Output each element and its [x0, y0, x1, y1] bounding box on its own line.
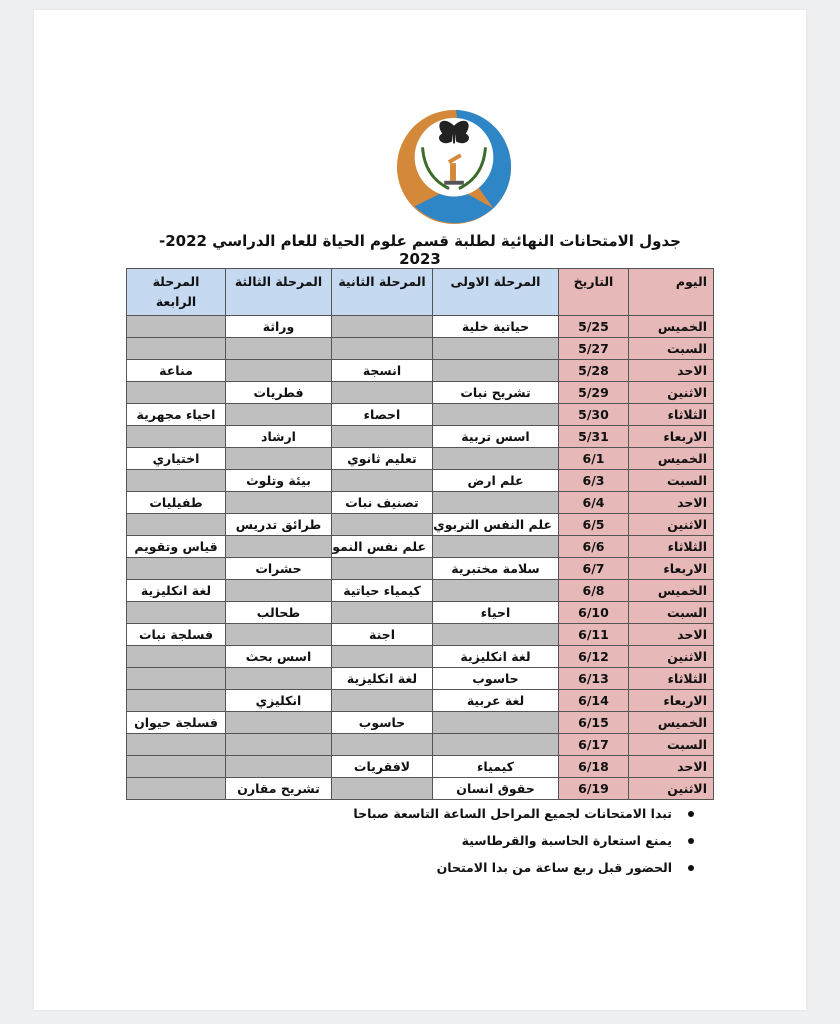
day-cell: الخميس [629, 712, 714, 734]
day-cell: الاثنين [629, 646, 714, 668]
stage4-cell: لغة انكليزية [127, 580, 226, 602]
date-cell: 6/8 [559, 580, 629, 602]
stage4-cell [127, 338, 226, 360]
stage2-cell: احصاء [332, 404, 433, 426]
day-cell: الثلاثاء [629, 404, 714, 426]
stage1-cell: علم ارض [433, 470, 559, 492]
table-row [127, 602, 714, 624]
header-day: اليوم [629, 269, 714, 316]
table-row [127, 646, 714, 668]
stage4-cell [127, 470, 226, 492]
stage4-cell: فسلجة نبات [127, 624, 226, 646]
stage1-cell: احياء [433, 602, 559, 624]
stage2-cell: حاسوب [332, 712, 433, 734]
stage1-cell [433, 734, 559, 756]
day-cell: الاحد [629, 360, 714, 382]
date-cell: 6/19 [559, 778, 629, 800]
stage2-cell [332, 602, 433, 624]
stage2-cell: انسجة [332, 360, 433, 382]
table-row [127, 316, 714, 338]
stage1-cell [433, 492, 559, 514]
stage4-cell [127, 756, 226, 778]
stage2-cell: لغة انكليزية [332, 668, 433, 690]
stage1-cell [433, 624, 559, 646]
stage4-cell: احياء مجهرية [127, 404, 226, 426]
stage1-cell [433, 338, 559, 360]
table-row [127, 470, 714, 492]
stage2-cell [332, 558, 433, 580]
day-cell: الاحد [629, 492, 714, 514]
date-cell: 6/11 [559, 624, 629, 646]
stage3-cell [226, 404, 332, 426]
day-cell: الاثنين [629, 514, 714, 536]
note-text: يمنع استعارة الحاسبة والقرطاسية [461, 833, 672, 848]
stage2-cell [332, 514, 433, 536]
table-row [127, 624, 714, 646]
day-cell: الخميس [629, 448, 714, 470]
stage1-cell [433, 712, 559, 734]
date-cell: 6/1 [559, 448, 629, 470]
stage3-cell [226, 712, 332, 734]
date-cell: 6/3 [559, 470, 629, 492]
stage1-cell: حقوق انسان [433, 778, 559, 800]
date-cell: 5/29 [559, 382, 629, 404]
stage4-cell [127, 316, 226, 338]
day-cell: السبت [629, 470, 714, 492]
stage2-cell [332, 734, 433, 756]
bullet-icon [688, 811, 694, 817]
stage2-cell: تعليم ثانوي [332, 448, 433, 470]
header-stage2: المرحلة الثانية [332, 269, 433, 316]
stage2-cell [332, 646, 433, 668]
date-cell: 6/5 [559, 514, 629, 536]
stage2-cell: علم نفس النمو [332, 536, 433, 558]
date-cell: 5/25 [559, 316, 629, 338]
stage1-cell [433, 536, 559, 558]
stage4-cell [127, 778, 226, 800]
table-header-row [127, 269, 714, 316]
stage3-cell: فطريات [226, 382, 332, 404]
table-row [127, 382, 714, 404]
day-cell: الخميس [629, 580, 714, 602]
stage3-cell [226, 492, 332, 514]
stage2-cell: تصنيف نبات [332, 492, 433, 514]
stage4-cell [127, 382, 226, 404]
stage2-cell [332, 338, 433, 360]
day-cell: الاثنين [629, 778, 714, 800]
stage1-cell: حاسوب [433, 668, 559, 690]
page-title: جدول الامتحانات النهائية لطلبة قسم علوم الحياة للعام الدراسي 2022-2023 [159, 232, 681, 268]
day-cell: الاربعاء [629, 426, 714, 448]
date-cell: 5/27 [559, 338, 629, 360]
day-cell: الاحد [629, 624, 714, 646]
stage3-cell: تشريح مقارن [226, 778, 332, 800]
stage3-cell: طحالب [226, 602, 332, 624]
stage4-cell: طفيليات [127, 492, 226, 514]
stage4-cell [127, 646, 226, 668]
stage2-cell [332, 470, 433, 492]
header-stage1: المرحلة الاولى [433, 269, 559, 316]
table-row [127, 580, 714, 602]
stage4-cell [127, 558, 226, 580]
stage2-cell: اجنة [332, 624, 433, 646]
stage2-cell [332, 426, 433, 448]
day-cell: الاربعاء [629, 558, 714, 580]
table-row [127, 712, 714, 734]
stage3-cell: وراثة [226, 316, 332, 338]
stage4-cell: مناعة [127, 360, 226, 382]
table-row [127, 492, 714, 514]
day-cell: السبت [629, 338, 714, 360]
stage1-cell [433, 404, 559, 426]
stage2-cell [332, 690, 433, 712]
stage3-cell: اسس بحث [226, 646, 332, 668]
date-cell: 5/28 [559, 360, 629, 382]
stage2-cell: لافقريات [332, 756, 433, 778]
table-row [127, 448, 714, 470]
date-cell: 6/12 [559, 646, 629, 668]
day-cell: الثلاثاء [629, 668, 714, 690]
stage2-cell [332, 316, 433, 338]
header-date: التاريخ [559, 269, 629, 316]
stage3-cell: بيئة وتلوث [226, 470, 332, 492]
stage3-cell [226, 668, 332, 690]
stage3-cell [226, 338, 332, 360]
stage2-cell [332, 382, 433, 404]
stage4-cell [127, 426, 226, 448]
header-stage4: المرحلة الرابعة [127, 269, 226, 316]
day-cell: السبت [629, 734, 714, 756]
stage3-cell: ارشاد [226, 426, 332, 448]
stage1-cell: تشريح نبات [433, 382, 559, 404]
stage1-cell: حياتية خلية [433, 316, 559, 338]
stage2-cell [332, 778, 433, 800]
stage1-cell: لغة عربية [433, 690, 559, 712]
stage3-cell [226, 624, 332, 646]
note-item [300, 804, 700, 831]
table-row [127, 536, 714, 558]
table-row [127, 404, 714, 426]
stage4-cell: قياس وتقويم [127, 536, 226, 558]
stage2-cell: كيمياء حياتية [332, 580, 433, 602]
stage3-cell: طرائق تدريس [226, 514, 332, 536]
stage3-cell [226, 448, 332, 470]
stage4-cell [127, 514, 226, 536]
date-cell: 6/10 [559, 602, 629, 624]
day-cell: الاثنين [629, 382, 714, 404]
stage3-cell: حشرات [226, 558, 332, 580]
bullet-icon [688, 865, 694, 871]
date-cell: 6/4 [559, 492, 629, 514]
date-cell: 6/18 [559, 756, 629, 778]
day-cell: الخميس [629, 316, 714, 338]
stage1-cell: كيمياء [433, 756, 559, 778]
stage1-cell: اسس تربية [433, 426, 559, 448]
stage4-cell: فسلجة حيوان [127, 712, 226, 734]
date-cell: 6/13 [559, 668, 629, 690]
table-row [127, 778, 714, 800]
table-row [127, 690, 714, 712]
day-cell: الاربعاء [629, 690, 714, 712]
date-cell: 5/31 [559, 426, 629, 448]
stage4-cell [127, 734, 226, 756]
date-cell: 6/6 [559, 536, 629, 558]
department-logo-icon [395, 108, 513, 226]
date-cell: 6/17 [559, 734, 629, 756]
stage3-cell [226, 360, 332, 382]
table-row [127, 756, 714, 778]
stage1-cell [433, 580, 559, 602]
date-cell: 6/15 [559, 712, 629, 734]
date-cell: 5/30 [559, 404, 629, 426]
stage1-cell: سلامة مختبرية [433, 558, 559, 580]
stage4-cell [127, 690, 226, 712]
note-item [300, 858, 700, 885]
stage3-cell: انكليزي [226, 690, 332, 712]
date-cell: 6/7 [559, 558, 629, 580]
exam-schedule-table [126, 268, 714, 800]
table-row [127, 558, 714, 580]
note-text: تبدا الامتحانات لجميع المراحل الساعة التاسعة صباحا [353, 806, 672, 821]
stage3-cell [226, 734, 332, 756]
notes-list [300, 804, 700, 885]
stage3-cell [226, 580, 332, 602]
table-row [127, 734, 714, 756]
note-item [300, 831, 700, 858]
stage1-cell: لغة انكليزية [433, 646, 559, 668]
stage1-cell [433, 360, 559, 382]
header-stage3: المرحلة الثالثة [226, 269, 332, 316]
stage3-cell [226, 756, 332, 778]
stage1-cell: علم النفس التربوي [433, 514, 559, 536]
day-cell: الاحد [629, 756, 714, 778]
table-row [127, 426, 714, 448]
stage4-cell: اختياري [127, 448, 226, 470]
table-row [127, 360, 714, 382]
table-row [127, 338, 714, 360]
note-text: الحضور قبل ربع ساعة من بدا الامتحان [436, 860, 672, 875]
day-cell: السبت [629, 602, 714, 624]
stage1-cell [433, 448, 559, 470]
table-row [127, 668, 714, 690]
stage3-cell [226, 536, 332, 558]
stage4-cell [127, 668, 226, 690]
table-row [127, 514, 714, 536]
bullet-icon [688, 838, 694, 844]
stage4-cell [127, 602, 226, 624]
day-cell: الثلاثاء [629, 536, 714, 558]
table-body [127, 316, 714, 800]
date-cell: 6/14 [559, 690, 629, 712]
